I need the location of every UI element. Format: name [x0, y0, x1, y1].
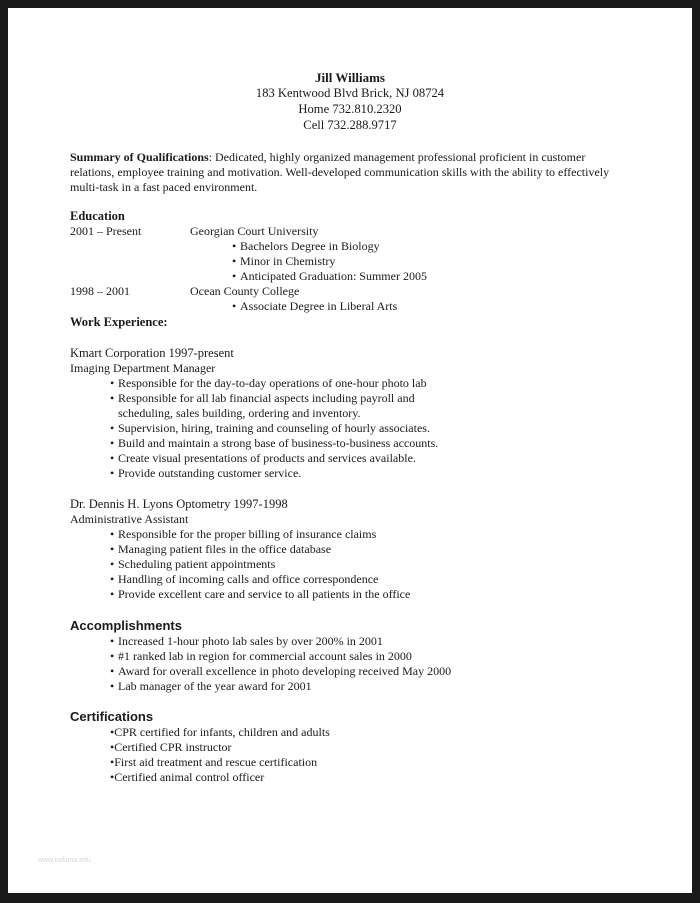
work-experience-heading: Work Experience:	[70, 315, 168, 329]
job-duty: • Provide excellent care and service to all patients in the office	[110, 587, 410, 602]
education-item: • Associate Degree in Liberal Arts	[232, 299, 397, 314]
certification-item: • Certified CPR instructor	[110, 740, 232, 755]
accomplishment-item: • #1 ranked lab in region for commercial account sales in 2000	[110, 649, 412, 664]
education-school-2: Ocean County College	[190, 284, 300, 298]
education-item: • Bachelors Degree in Biology	[232, 239, 380, 254]
accomplishment-item: • Award for overall excellence in photo developing received May 2000	[110, 664, 451, 679]
job-duty: • Responsible for the day-to-day operations of one-hour photo lab	[110, 376, 427, 391]
education-school-1: Georgian Court University	[190, 224, 319, 238]
accomplishment-item: • Lab manager of the year award for 2001	[110, 679, 312, 694]
candidate-home-phone: Home 732.810.2320	[298, 102, 402, 116]
job-duty: • Managing patient files in the office database	[110, 542, 331, 557]
certification-item: • CPR certified for infants, children and adults	[110, 725, 330, 740]
job-employer-1: Kmart Corporation 1997-present	[70, 346, 234, 360]
job-duty: • Scheduling patient appointments	[110, 557, 275, 572]
job-duty: • Provide outstanding customer service.	[110, 466, 301, 481]
job-duty-continuation: scheduling, sales building, ordering and inventory.	[118, 406, 361, 420]
job-duty: • Responsible for all lab financial aspects including payroll and	[110, 391, 415, 406]
certification-item: • Certified animal control officer	[110, 770, 264, 785]
accomplishment-item: • Increased 1-hour photo lab sales by over 200% in 2001	[110, 634, 383, 649]
resume-content	[8, 8, 692, 893]
watermark: www.indiana.edu	[38, 857, 91, 864]
job-duty: • Handling of incoming calls and office correspondence	[110, 572, 378, 587]
job-duty: • Create visual presentations of products and services available.	[110, 451, 416, 466]
candidate-name: Jill Williams	[315, 70, 385, 85]
summary-text-2: relations, employee training and motivation. Well-developed communication skills with the ability to effectively	[70, 165, 610, 179]
summary-text-3: multi-task in a fast paced environment.	[70, 180, 258, 194]
education-heading: Education	[70, 209, 125, 223]
summary-text-1: : Dedicated, highly organized management professional proficient in customer	[208, 150, 586, 164]
job-duty: • Build and maintain a strong base of business-to-business accounts.	[110, 436, 438, 451]
candidate-address: 183 Kentwood Blvd Brick, NJ 08724	[255, 86, 445, 100]
certification-item: • First aid treatment and rescue certification	[110, 755, 317, 770]
summary-line-1	[70, 150, 585, 165]
job-title-1: Imaging Department Manager	[70, 361, 216, 375]
job-employer-2: Dr. Dennis H. Lyons Optometry 1997-1998	[70, 497, 288, 511]
resume-page	[8, 8, 692, 893]
certifications-heading: Certifications	[70, 709, 154, 724]
education-item: • Minor in Chemistry	[232, 254, 335, 269]
education-dates-1: 2001 – Present	[70, 224, 142, 238]
education-dates-2: 1998 – 2001	[70, 284, 130, 298]
job-title-2: Administrative Assistant	[70, 512, 189, 526]
accomplishments-heading: Accomplishments	[70, 618, 182, 633]
candidate-cell-phone: Cell 732.288.9717	[303, 118, 397, 132]
job-duty: • Responsible for the proper billing of insurance claims	[110, 527, 376, 542]
education-item: • Anticipated Graduation: Summer 2005	[232, 269, 427, 284]
job-duty: • Supervision, hiring, training and counseling of hourly associates.	[110, 421, 430, 436]
summary-label: Summary of Qualifications	[70, 150, 209, 164]
